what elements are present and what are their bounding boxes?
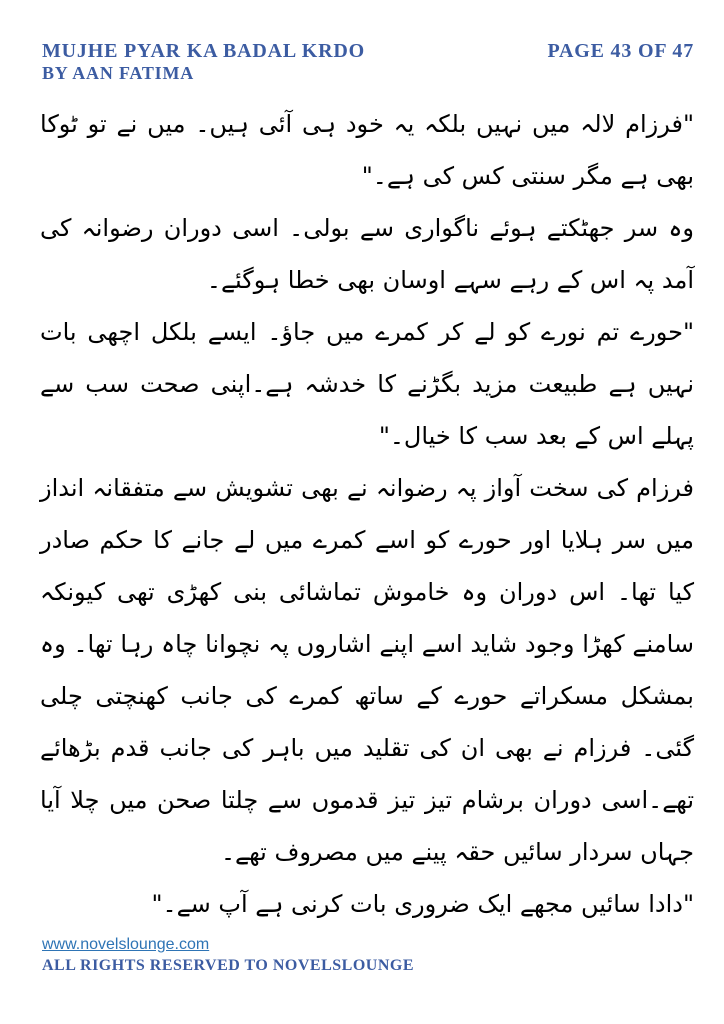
book-title: MUJHE PYAR KA BADAL KRDO xyxy=(42,40,365,62)
header-title-row xyxy=(42,40,694,63)
urdu-paragraph-3: "حورے تم نورے کو لے کر کمرے میں جاؤ۔ ایسے بلکل اچھی بات نہیں ہے طبیعت مزید بگڑنے کا خدشہ ہے۔اپنی صحت سب سے پہلے اس کے بعد سب کا خیال۔" xyxy=(40,318,694,450)
urdu-paragraph-4: فرزام کی سخت آواز پہ رضوانہ نے بھی تشویش سے متفقانہ انداز میں سر ہلایا اور حورے کو اسے کمرے میں لے جانے کا حکم صادر کیا تھا۔ اس دوران وہ خاموش تماشائی بنی کھڑی تھی کیونکہ سامنے کھڑا وجود شاید اسے اپنے اشاروں پہ نچوانا چاہ رہا تھا۔ وہ بمشکل مسکراتے حورے کے ساتھ کمرے کی جانب کھنچتی چلی گئی۔ فرزام نے بھی ان کی تقلید میں باہر کی جانب قدم بڑھائے تھے۔اسی دوران برشام تیز تیز قدموں سے چلتا صحن میں چلا آیا جہاں سردار سائیں حقہ پینے میں مصروف تھے۔ xyxy=(40,474,694,866)
story-text xyxy=(40,98,694,930)
urdu-paragraph-1: "فرزام لالہ میں نہیں بلکہ یہ خود ہی آئی ہیں۔ میں نے تو ٹوکا بھی ہے مگر سنتی کس کی ہے۔" xyxy=(40,110,694,190)
page-indicator: PAGE 43 OF 47 xyxy=(547,40,694,62)
urdu-paragraph-5: "دادا سائیں مجھے ایک ضروری بات کرنی ہے آپ سے۔" xyxy=(151,890,694,918)
urdu-paragraph-2: وہ سر جھٹکتے ہوئے ناگواری سے بولی۔ اسی دوران رضوانہ کی آمد پہ اس کے رہے سہے اوسان بھی خطا ہوگئے۔ xyxy=(40,214,694,294)
author-byline: BY AAN FATIMA xyxy=(42,63,195,83)
website-link[interactable]: www.novelslounge.com xyxy=(42,936,210,953)
page-header xyxy=(42,40,694,84)
copyright-notice: ALL RIGHTS RESERVED TO NOVELSLOUNGE xyxy=(42,957,415,974)
page-footer xyxy=(42,936,414,975)
